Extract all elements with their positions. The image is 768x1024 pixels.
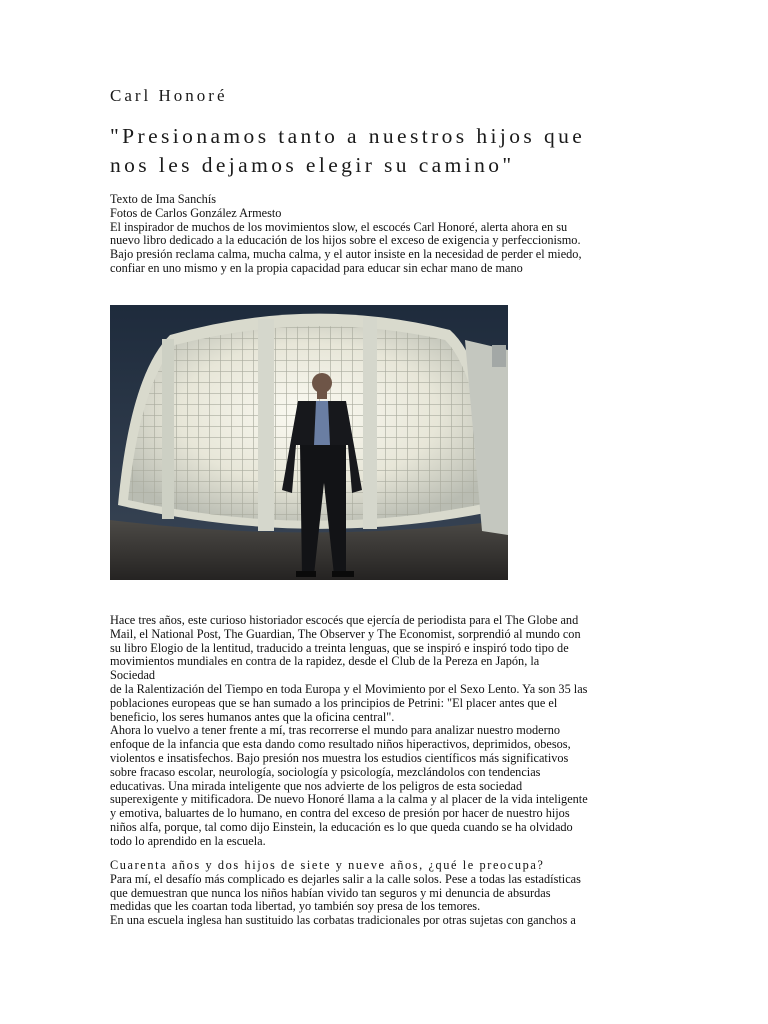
body-line: poblaciones europeas que se han sumado a los principios de Petrini: "El placer antes que el [110, 695, 558, 710]
byline-photos: Fotos de Carlos González Armesto [110, 205, 282, 220]
body-line: Sociedad [110, 668, 156, 683]
answer-line: que demuestran que nunca los niños habían vivido tan seguros y mi denuncia de absurdas [110, 885, 551, 900]
intro-line: confiar en uno mismo y en la propia capacidad para educar sin echar mano de mano [110, 260, 523, 275]
body-line: y emotiva, baluartes de lo humano, en contra del exceso de presión por hacer de nuestro hijos [110, 806, 570, 821]
answer-line: medidas que les coartan toda libertad, yo también soy presa de los temores. [110, 899, 481, 914]
body-line: Hace tres años, este curioso historiador escocés que ejercía de periodista para el The Globe and [110, 613, 579, 627]
headline-line: nos les dejamos elegir su camino" [110, 153, 515, 177]
headline-line: "Presionamos tanto a nuestros hijos que [110, 124, 586, 148]
body-line: superexigente y mitificadora. De nuevo Honoré llama a la calma y al placer de la vida inteligente [110, 792, 588, 807]
body-line: enfoque de la infancia que esta dando como resultado niños hiperactivos, deprimidos, obesos, [110, 737, 571, 752]
author-name: Carl Honoré [110, 86, 228, 105]
body-line: movimientos mundiales en contra de la rapidez, desde el Club de la Pereza en Japón, la [110, 654, 540, 669]
body-line: educativas. Una mirada inteligente que nos advierte de los peligros de esta sociedad [110, 778, 523, 793]
headline [110, 122, 710, 180]
body-line: beneficio, los seres humanos antes que la oficina central". [110, 709, 395, 724]
interview-section [110, 859, 670, 928]
body-line: de la Ralentización del Tiempo en toda Europa y el Movimiento por el Sexo Lento. Ya son 35 las [110, 681, 588, 696]
portrait-photo-illustration [110, 305, 508, 580]
intro-line: Bajo presión reclama calma, mucha calma, y el autor insiste en la necesidad de perder el miedo, [110, 247, 582, 262]
interview-question: Cuarenta años y dos hijos de siete y nueve años, ¿qué le preocupa? [110, 858, 545, 872]
body-line: sobre fracaso escolar, neurología, sociología y psicología, mezclándolos con tendencias [110, 764, 541, 779]
intro-line: nuevo libro dedicado a la educación de los hijos sobre el exceso de exigencia y perfeccionismo. [110, 233, 581, 248]
body-line: violentos e insatisfechos. Bajo presión nos muestra los estudios científicos más significativos [110, 750, 569, 765]
portrait-photo [110, 305, 508, 580]
body-line: Mail, el National Post, The Guardian, The Observer y The Economist, sorprendió al mundo con [110, 626, 581, 641]
answer-line: Para mí, el desafío más complicado es dejarles salir a la calle solos. Pese a todas las estadísticas [110, 871, 581, 886]
answer-line: En una escuela inglesa han sustituido las corbatas tradicionales por otras sujetas con ganchos a [110, 913, 576, 928]
body-line: niños alfa, porque, tal como dijo Einstein, la educación es lo que queda cuando se ha olvidado [110, 819, 573, 834]
intro-paragraph [110, 193, 670, 276]
intro-line: El inspirador de muchos de los movimientos slow, el escocés Carl Honoré, alerta ahora en su [110, 219, 568, 234]
article-body [110, 614, 670, 849]
body-line: todo lo aprendido en la escuela. [110, 833, 266, 848]
byline-text: Texto de Ima Sanchís [110, 192, 217, 206]
body-line: su libro Elogio de la lentitud, traducido a treinta lenguas, que se inspiró e inspiró todo tipo de [110, 640, 569, 655]
body-line: Ahora lo vuelvo a tener frente a mí, tras recorrerse el mundo para analizar nuestro moderno [110, 723, 561, 738]
